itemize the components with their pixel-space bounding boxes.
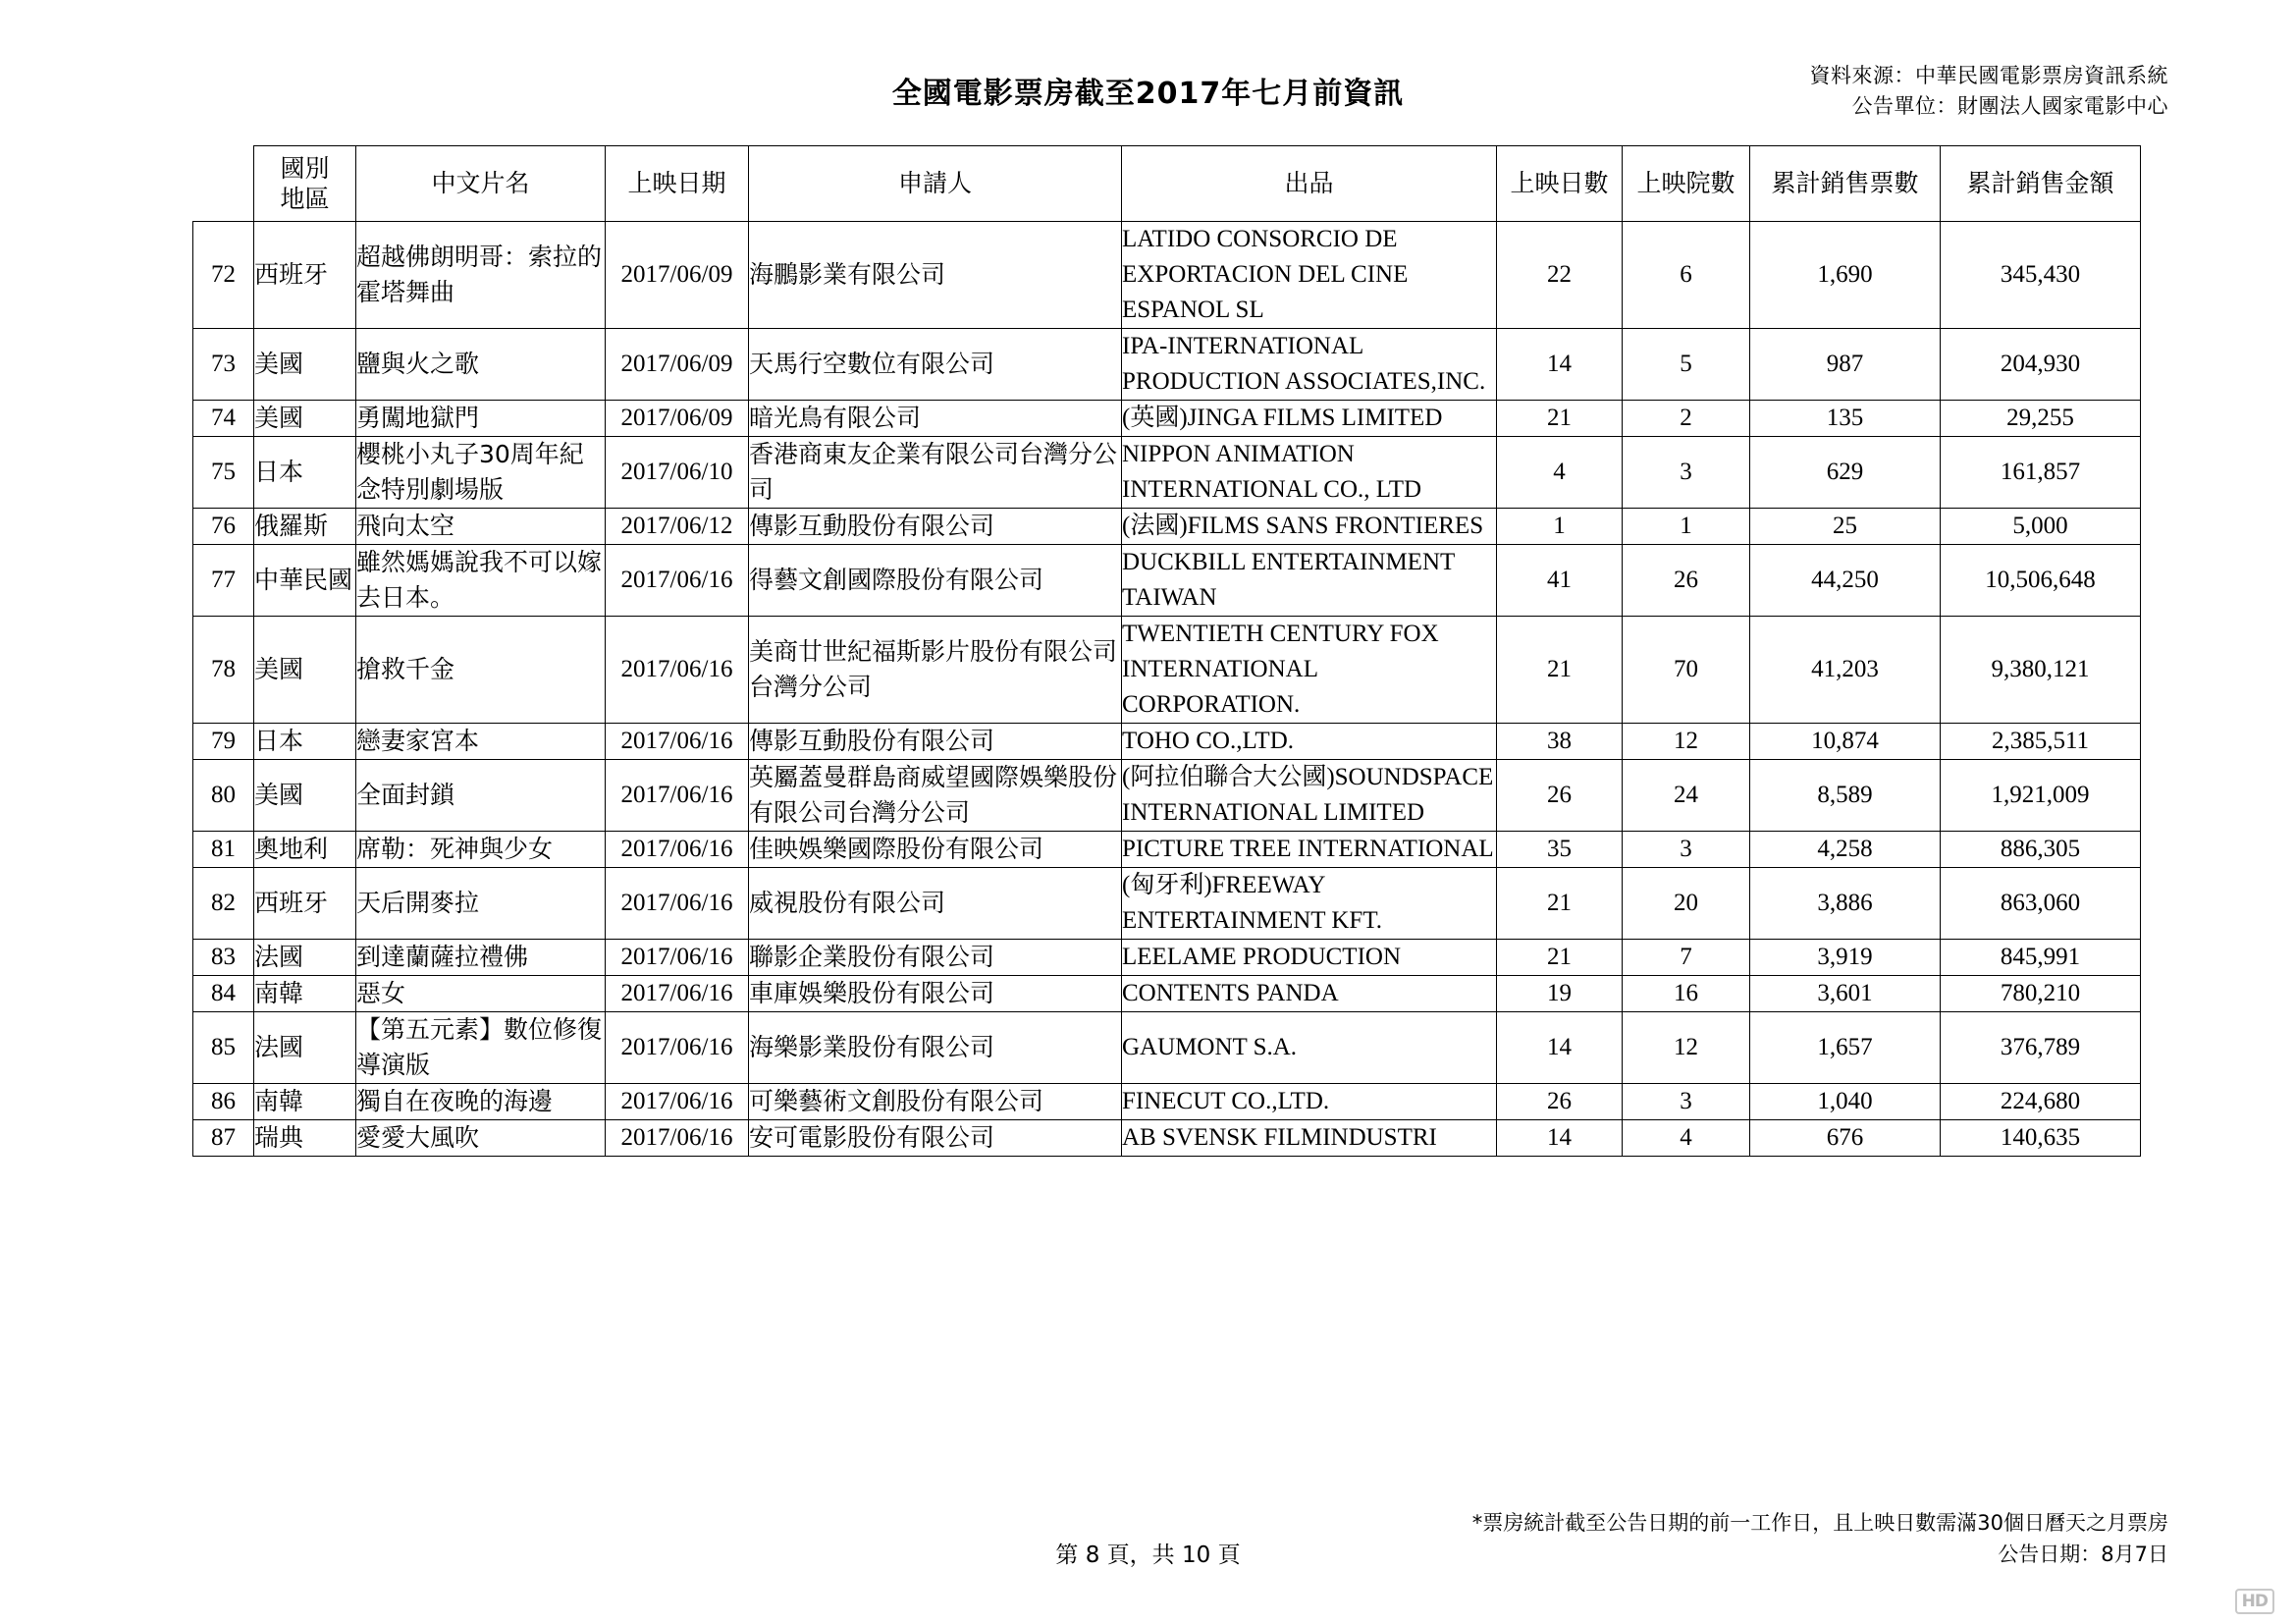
cell-date: 2017/06/16 [606,1084,749,1120]
cell-tickets: 3,601 [1750,976,1941,1012]
row-index: 80 [193,760,254,832]
cell-tickets: 41,203 [1750,617,1941,724]
cell-days: 14 [1497,1120,1623,1157]
table-header-row [193,146,2141,222]
cell-applicant: 可樂藝術文創股份有限公司 [749,1084,1122,1120]
cell-production: GAUMONT S.A. [1122,1012,1497,1084]
cell-days: 22 [1497,222,1623,329]
cell-title: 天后開麥拉 [356,868,606,940]
table-row [193,976,2141,1012]
cell-theaters: 6 [1623,222,1750,329]
cell-applicant: 暗光鳥有限公司 [749,401,1122,437]
cell-tickets: 44,250 [1750,545,1941,617]
cell-title: 獨自在夜晚的海邊 [356,1084,606,1120]
cell-tickets: 25 [1750,509,1941,545]
table-row [193,1120,2141,1157]
row-index: 77 [193,545,254,617]
cell-title: 櫻桃小丸子30周年紀念特別劇場版 [356,437,606,509]
cell-title: 飛向太空 [356,509,606,545]
cell-days: 21 [1497,940,1623,976]
header-tickets: 累計銷售票數 [1750,146,1941,222]
cell-amount: 140,635 [1941,1120,2141,1157]
header-days: 上映日數 [1497,146,1623,222]
cell-amount: 845,991 [1941,940,2141,976]
cell-date: 2017/06/16 [606,976,749,1012]
cell-days: 19 [1497,976,1623,1012]
header-index [193,146,254,222]
table-row [193,329,2141,401]
cell-amount: 886,305 [1941,832,2141,868]
cell-applicant: 聯影企業股份有限公司 [749,940,1122,976]
cell-tickets: 3,886 [1750,868,1941,940]
cell-amount: 9,380,121 [1941,617,2141,724]
cell-date: 2017/06/16 [606,760,749,832]
cell-production: (英國)JINGA FILMS LIMITED [1122,401,1497,437]
cell-amount: 2,385,511 [1941,724,2141,760]
row-index: 72 [193,222,254,329]
page-title: 全國電影票房截至2017年七月前資訊 [891,77,1405,111]
cell-applicant: 香港商東友企業有限公司台灣分公司 [749,437,1122,509]
table-row [193,832,2141,868]
cell-applicant: 海鵬影業有限公司 [749,222,1122,329]
cell-date: 2017/06/10 [606,437,749,509]
cell-country: 日本 [254,437,356,509]
cell-title: 惡女 [356,976,606,1012]
cell-production: LATIDO CONSORCIO DE EXPORTACION DEL CINE ESPANOL SL [1122,222,1497,329]
cell-applicant: 天馬行空數位有限公司 [749,329,1122,401]
table-row [193,760,2141,832]
cell-days: 14 [1497,329,1623,401]
row-index: 85 [193,1012,254,1084]
cell-production: FINECUT CO.,LTD. [1122,1084,1497,1120]
cell-country: 瑞典 [254,1120,356,1157]
cell-date: 2017/06/16 [606,724,749,760]
cell-applicant: 傳影互動股份有限公司 [749,509,1122,545]
cell-production: NIPPON ANIMATION INTERNATIONAL CO., LTD [1122,437,1497,509]
row-index: 73 [193,329,254,401]
cell-country: 南韓 [254,1084,356,1120]
header-theaters: 上映院數 [1623,146,1750,222]
footer-announce-date: 公告日期：8月7日 [1998,1543,2168,1566]
cell-days: 21 [1497,401,1623,437]
table-row [193,401,2141,437]
cell-theaters: 2 [1623,401,1750,437]
cell-country: 中華民國 [254,545,356,617]
cell-days: 26 [1497,1084,1623,1120]
cell-date: 2017/06/09 [606,222,749,329]
cell-tickets: 135 [1750,401,1941,437]
cell-title: 戀妻家宮本 [356,724,606,760]
cell-tickets: 1,690 [1750,222,1941,329]
header-amount: 累計銷售金額 [1941,146,2141,222]
cell-date: 2017/06/09 [606,329,749,401]
table-row [193,437,2141,509]
row-index: 76 [193,509,254,545]
cell-theaters: 24 [1623,760,1750,832]
cell-theaters: 16 [1623,976,1750,1012]
cell-date: 2017/06/16 [606,1012,749,1084]
cell-country: 美國 [254,401,356,437]
cell-country: 美國 [254,760,356,832]
header-country [254,146,356,222]
cell-production: IPA-INTERNATIONAL PRODUCTION ASSOCIATES,INC. [1122,329,1497,401]
cell-tickets: 1,657 [1750,1012,1941,1084]
cell-date: 2017/06/16 [606,617,749,724]
cell-applicant: 英屬蓋曼群島商威望國際娛樂股份有限公司台灣分公司 [749,760,1122,832]
cell-country: 日本 [254,724,356,760]
cell-tickets: 987 [1750,329,1941,401]
table-body [193,222,2141,1157]
boxoffice-table [192,145,2141,1157]
cell-amount: 345,430 [1941,222,2141,329]
cell-days: 21 [1497,617,1623,724]
cell-theaters: 3 [1623,832,1750,868]
header-production: 出品 [1122,146,1497,222]
table-row [193,940,2141,976]
source-system-line: 資料來源：中華民國電影票房資訊系統 [1809,64,2168,87]
cell-applicant: 車庫娛樂股份有限公司 [749,976,1122,1012]
cell-production: (阿拉伯聯合大公國)SOUNDSPACE INTERNATIONAL LIMITED [1122,760,1497,832]
cell-applicant: 傳影互動股份有限公司 [749,724,1122,760]
table-row [193,724,2141,760]
cell-production: LEELAME PRODUCTION [1122,940,1497,976]
cell-theaters: 4 [1623,1120,1750,1157]
cell-country: 西班牙 [254,222,356,329]
cell-production: DUCKBILL ENTERTAINMENT TAIWAN [1122,545,1497,617]
page-number: 第 8 頁，共 10 頁 [1055,1543,1241,1568]
cell-date: 2017/06/09 [606,401,749,437]
cell-title: 席勒：死神與少女 [356,832,606,868]
cell-amount: 376,789 [1941,1012,2141,1084]
cell-amount: 161,857 [1941,437,2141,509]
cell-days: 41 [1497,545,1623,617]
cell-country: 美國 [254,617,356,724]
announcing-unit-line: 公告單位：財團法人國家電影中心 [1851,94,2168,118]
cell-amount: 5,000 [1941,509,2141,545]
row-index: 81 [193,832,254,868]
cell-days: 35 [1497,832,1623,868]
cell-tickets: 629 [1750,437,1941,509]
cell-theaters: 20 [1623,868,1750,940]
row-index: 83 [193,940,254,976]
cell-days: 14 [1497,1012,1623,1084]
cell-tickets: 1,040 [1750,1084,1941,1120]
cell-days: 26 [1497,760,1623,832]
cell-amount: 29,255 [1941,401,2141,437]
cell-tickets: 3,919 [1750,940,1941,976]
cell-amount: 780,210 [1941,976,2141,1012]
cell-production: AB SVENSK FILMINDUSTRI [1122,1120,1497,1157]
cell-title: 鹽與火之歌 [356,329,606,401]
cell-country: 南韓 [254,976,356,1012]
cell-date: 2017/06/16 [606,832,749,868]
cell-country: 奧地利 [254,832,356,868]
cell-theaters: 3 [1623,1084,1750,1120]
cell-title: 【第五元素】數位修復導演版 [356,1012,606,1084]
row-index: 84 [193,976,254,1012]
cell-amount: 863,060 [1941,868,2141,940]
cell-title: 雖然媽媽說我不可以嫁去日本。 [356,545,606,617]
cell-country: 法國 [254,940,356,976]
cell-title: 搶救千金 [356,617,606,724]
cell-production: (法國)FILMS SANS FRONTIERES [1122,509,1497,545]
table-row [193,1084,2141,1120]
table-row [193,222,2141,329]
cell-days: 38 [1497,724,1623,760]
header-country-line1: 國別 [280,154,330,183]
cell-production: PICTURE TREE INTERNATIONAL [1122,832,1497,868]
watermark [2235,1589,2274,1614]
header-title: 中文片名 [356,146,606,222]
cell-tickets: 8,589 [1750,760,1941,832]
cell-amount: 224,680 [1941,1084,2141,1120]
footer-statistics-note: *票房統計截至公告日期的前一工作日，且上映日數需滿30個日曆天之月票房 [1471,1511,2168,1535]
cell-applicant: 海樂影業股份有限公司 [749,1012,1122,1084]
cell-country: 法國 [254,1012,356,1084]
cell-tickets: 676 [1750,1120,1941,1157]
cell-title: 超越佛朗明哥：索拉的霍塔舞曲 [356,222,606,329]
header-applicant: 申請人 [749,146,1122,222]
cell-theaters: 3 [1623,437,1750,509]
table-row [193,617,2141,724]
header-country-line2: 地區 [280,185,330,213]
cell-theaters: 12 [1623,1012,1750,1084]
row-index: 86 [193,1084,254,1120]
watermark-badge: HD [2235,1589,2274,1614]
cell-title: 到達蘭薩拉禮佛 [356,940,606,976]
cell-title: 愛愛大風吹 [356,1120,606,1157]
cell-amount: 1,921,009 [1941,760,2141,832]
row-index: 74 [193,401,254,437]
table-row [193,509,2141,545]
cell-title: 勇闖地獄門 [356,401,606,437]
cell-applicant: 威視股份有限公司 [749,868,1122,940]
cell-date: 2017/06/16 [606,868,749,940]
cell-country: 美國 [254,329,356,401]
cell-production: CONTENTS PANDA [1122,976,1497,1012]
cell-theaters: 5 [1623,329,1750,401]
cell-applicant: 安可電影股份有限公司 [749,1120,1122,1157]
cell-theaters: 70 [1623,617,1750,724]
cell-days: 4 [1497,437,1623,509]
cell-theaters: 7 [1623,940,1750,976]
cell-country: 俄羅斯 [254,509,356,545]
row-index: 78 [193,617,254,724]
cell-title: 全面封鎖 [356,760,606,832]
cell-production: (匈牙利)FREEWAY ENTERTAINMENT KFT. [1122,868,1497,940]
row-index: 87 [193,1120,254,1157]
cell-country: 西班牙 [254,868,356,940]
cell-date: 2017/06/16 [606,1120,749,1157]
cell-applicant: 佳映娛樂國際股份有限公司 [749,832,1122,868]
cell-days: 1 [1497,509,1623,545]
cell-production: TWENTIETH CENTURY FOX INTERNATIONAL CORPORATION. [1122,617,1497,724]
cell-applicant: 得藝文創國際股份有限公司 [749,545,1122,617]
cell-tickets: 4,258 [1750,832,1941,868]
cell-amount: 204,930 [1941,329,2141,401]
table-row [193,868,2141,940]
cell-date: 2017/06/12 [606,509,749,545]
row-index: 79 [193,724,254,760]
cell-date: 2017/06/16 [606,940,749,976]
cell-theaters: 1 [1623,509,1750,545]
cell-applicant: 美商廿世紀福斯影片股份有限公司台灣分公司 [749,617,1122,724]
header-release-date: 上映日期 [606,146,749,222]
cell-days: 21 [1497,868,1623,940]
cell-tickets: 10,874 [1750,724,1941,760]
cell-theaters: 12 [1623,724,1750,760]
table-row [193,1012,2141,1084]
table-row [193,545,2141,617]
cell-production: TOHO CO.,LTD. [1122,724,1497,760]
row-index: 82 [193,868,254,940]
cell-date: 2017/06/16 [606,545,749,617]
cell-amount: 10,506,648 [1941,545,2141,617]
row-index: 75 [193,437,254,509]
cell-theaters: 26 [1623,545,1750,617]
